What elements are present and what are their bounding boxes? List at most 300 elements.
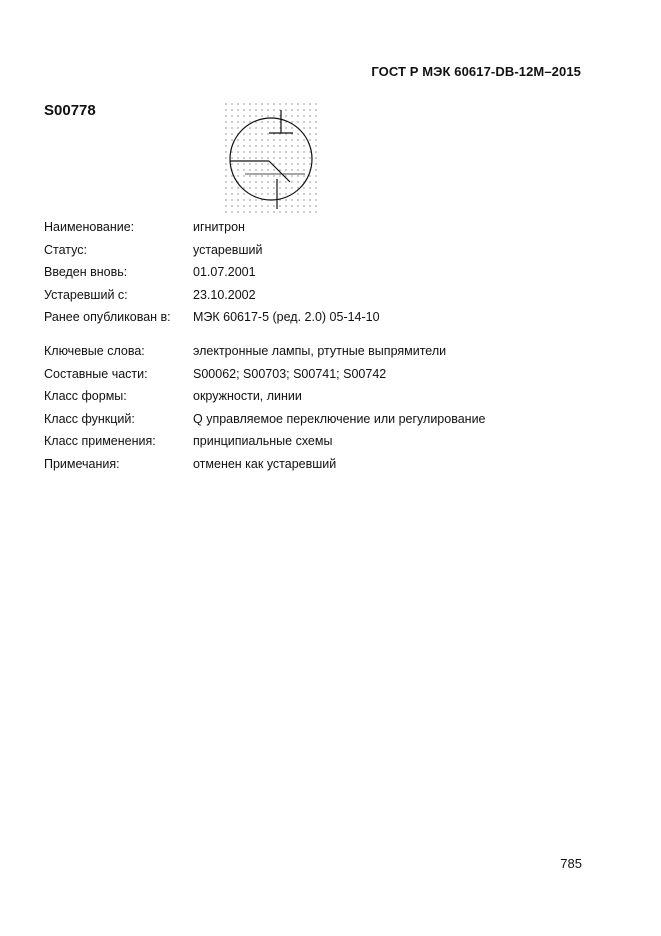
grid-dot xyxy=(297,145,298,146)
grid-dot xyxy=(237,127,238,128)
attribute-row xyxy=(44,264,604,287)
grid-dot xyxy=(255,133,256,134)
grid-dot xyxy=(309,109,310,110)
attribute-label: Введен вновь: xyxy=(44,265,128,280)
attribute-value: устаревший xyxy=(193,242,263,257)
grid-dot xyxy=(225,109,226,110)
grid-dot xyxy=(291,205,292,206)
grid-dot xyxy=(261,169,262,170)
attribute-label: Составные части: xyxy=(44,366,148,381)
grid-dot xyxy=(255,193,256,194)
grid-dot xyxy=(237,115,238,116)
grid-dot xyxy=(309,127,310,128)
attribute-row xyxy=(44,433,604,456)
attribute-label: Статус: xyxy=(44,242,87,257)
grid-dot xyxy=(303,103,304,104)
envelope-circle xyxy=(230,118,312,200)
attribute-value: Q управляемое переключение или регулирование xyxy=(193,411,486,426)
grid-dot xyxy=(255,163,256,164)
grid-dot xyxy=(261,187,262,188)
grid-dot xyxy=(237,175,238,176)
grid-dot xyxy=(231,163,232,164)
grid-dot xyxy=(315,193,316,194)
attribute-row xyxy=(44,456,604,479)
grid-dot xyxy=(267,175,268,176)
grid-dot xyxy=(297,193,298,194)
grid-dot xyxy=(309,205,310,206)
grid-dot xyxy=(225,199,226,200)
grid-dot xyxy=(273,205,274,206)
attribute-value: окружности, линии xyxy=(193,389,302,404)
grid-dot xyxy=(261,103,262,104)
grid-dot xyxy=(243,121,244,122)
page-number: 785 xyxy=(560,856,582,871)
grid-dot xyxy=(249,139,250,140)
grid-dot xyxy=(231,121,232,122)
attribute-label: Примечания: xyxy=(44,456,120,471)
grid-dot xyxy=(297,109,298,110)
attribute-label: Устаревший с: xyxy=(44,287,128,302)
attribute-row xyxy=(44,287,604,310)
grid-dot xyxy=(309,163,310,164)
grid-dot xyxy=(297,139,298,140)
grid-dot xyxy=(237,163,238,164)
grid-dot xyxy=(303,175,304,176)
grid-dot xyxy=(273,115,274,116)
attribute-row xyxy=(44,411,604,434)
grid-dot xyxy=(261,205,262,206)
grid-dot xyxy=(237,145,238,146)
grid-dot xyxy=(243,151,244,152)
grid-dot xyxy=(309,175,310,176)
grid-dot xyxy=(291,181,292,182)
grid-dot xyxy=(255,205,256,206)
grid-dot xyxy=(225,187,226,188)
attribute-label: Наименование: xyxy=(44,220,135,234)
grid-dot xyxy=(297,211,298,212)
grid-dot xyxy=(267,103,268,104)
grid-dot xyxy=(267,133,268,134)
grid-dot xyxy=(303,211,304,212)
grid-dot xyxy=(273,151,274,152)
grid-dot xyxy=(231,133,232,134)
grid-dot xyxy=(243,193,244,194)
grid-dot xyxy=(225,133,226,134)
grid-dot xyxy=(309,115,310,116)
grid-dot xyxy=(279,139,280,140)
grid-dot xyxy=(279,169,280,170)
grid-dot xyxy=(243,199,244,200)
attribute-label: Ранее опубликован в: xyxy=(44,310,171,325)
grid-dot xyxy=(249,115,250,116)
grid-dot xyxy=(273,163,274,164)
grid-dot xyxy=(315,169,316,170)
grid-dot xyxy=(231,109,232,110)
grid-dot xyxy=(315,151,316,152)
attribute-row xyxy=(44,242,604,265)
grid-dot xyxy=(273,139,274,140)
grid-dot xyxy=(225,139,226,140)
grid-dot xyxy=(279,187,280,188)
grid-dot xyxy=(309,187,310,188)
grid-dot xyxy=(291,151,292,152)
grid-dot xyxy=(297,157,298,158)
grid-dot xyxy=(303,157,304,158)
grid-dot xyxy=(231,175,232,176)
grid-dot xyxy=(267,211,268,212)
grid-dot xyxy=(297,181,298,182)
grid-dot xyxy=(285,199,286,200)
grid-dot xyxy=(315,181,316,182)
grid-dot xyxy=(255,151,256,152)
grid-dot xyxy=(309,133,310,134)
grid-dot xyxy=(309,193,310,194)
grid-dot xyxy=(285,127,286,128)
grid-dot xyxy=(267,193,268,194)
grid-dot xyxy=(243,109,244,110)
grid-dot xyxy=(279,193,280,194)
grid-dot xyxy=(303,139,304,140)
grid-dot xyxy=(291,145,292,146)
grid-dot xyxy=(273,169,274,170)
grid-dot xyxy=(303,163,304,164)
grid-dot xyxy=(231,193,232,194)
grid-dot xyxy=(225,193,226,194)
attribute-value: МЭК 60617-5 (ред. 2.0) 05-14-10 xyxy=(193,310,380,325)
grid-dot xyxy=(243,163,244,164)
grid-dot xyxy=(291,103,292,104)
grid-dot xyxy=(261,145,262,146)
grid-dot xyxy=(249,181,250,182)
grid-dot xyxy=(237,199,238,200)
grid-dot xyxy=(273,175,274,176)
grid-dot xyxy=(297,151,298,152)
grid-dot xyxy=(297,133,298,134)
grid-dot xyxy=(297,163,298,164)
grid-dot xyxy=(285,181,286,182)
attribute-label: Класс функций: xyxy=(44,411,135,426)
grid-dot xyxy=(255,157,256,158)
grid-dot xyxy=(291,175,292,176)
grid-dot xyxy=(249,187,250,188)
grid-dot xyxy=(243,115,244,116)
grid-dot xyxy=(249,133,250,134)
grid-dot xyxy=(243,103,244,104)
grid-dot xyxy=(315,109,316,110)
grid-dot xyxy=(249,121,250,122)
attribute-value: 23.10.2002 xyxy=(193,287,256,302)
grid-dot xyxy=(279,163,280,164)
grid-dot xyxy=(297,115,298,116)
grid-dot xyxy=(267,127,268,128)
grid-dot xyxy=(261,151,262,152)
grid-dot xyxy=(243,133,244,134)
grid-dot xyxy=(291,121,292,122)
grid-dot xyxy=(255,175,256,176)
grid-dot xyxy=(285,151,286,152)
grid-dot xyxy=(279,181,280,182)
grid-dot xyxy=(243,157,244,158)
grid-dot xyxy=(297,103,298,104)
ignitron-symbol-icon xyxy=(224,102,322,214)
grid-dot xyxy=(315,145,316,146)
grid-dot xyxy=(267,169,268,170)
grid-dot xyxy=(225,163,226,164)
grid-dot xyxy=(273,157,274,158)
grid-dot xyxy=(309,211,310,212)
grid-dot xyxy=(303,127,304,128)
grid-dot xyxy=(225,169,226,170)
grid-dot xyxy=(249,175,250,176)
grid-dot xyxy=(243,139,244,140)
attribute-row xyxy=(44,343,604,366)
grid-dot xyxy=(315,139,316,140)
grid-dot xyxy=(309,103,310,104)
grid-dot xyxy=(237,109,238,110)
grid-dot xyxy=(261,211,262,212)
grid-dot xyxy=(315,133,316,134)
grid-dot xyxy=(249,145,250,146)
attribute-value: 01.07.2001 xyxy=(193,265,256,280)
grid-dot xyxy=(309,157,310,158)
grid-dot xyxy=(231,157,232,158)
grid-dot xyxy=(237,103,238,104)
grid-dot xyxy=(309,151,310,152)
grid-dot xyxy=(279,205,280,206)
grid-dot xyxy=(291,127,292,128)
grid-dot xyxy=(297,169,298,170)
grid-dot xyxy=(255,145,256,146)
grid-dot xyxy=(261,139,262,140)
grid-dot xyxy=(315,175,316,176)
grid-dot xyxy=(225,157,226,158)
grid-dot xyxy=(225,121,226,122)
grid-dot xyxy=(303,121,304,122)
grid-dot xyxy=(267,121,268,122)
grid-dot xyxy=(285,139,286,140)
grid-dot xyxy=(225,205,226,206)
grid-dot xyxy=(303,169,304,170)
grid-dot xyxy=(303,145,304,146)
grid-dot xyxy=(303,199,304,200)
grid-dot xyxy=(291,139,292,140)
grid-dot xyxy=(249,163,250,164)
grid-dot xyxy=(255,169,256,170)
grid-dot xyxy=(291,187,292,188)
grid-dot xyxy=(267,163,268,164)
grid-dot xyxy=(249,157,250,158)
grid-dot xyxy=(249,151,250,152)
grid-dot xyxy=(231,139,232,140)
grid-dot xyxy=(237,211,238,212)
grid-dot xyxy=(315,205,316,206)
grid-dot xyxy=(267,151,268,152)
grid-dot xyxy=(273,121,274,122)
grid-dot xyxy=(303,205,304,206)
grid-dot xyxy=(267,187,268,188)
grid-dot xyxy=(285,187,286,188)
grid-dot xyxy=(303,109,304,110)
grid-dot xyxy=(267,109,268,110)
grid-dot xyxy=(249,169,250,170)
attribute-value: S00062; S00703; S00741; S00742 xyxy=(193,366,387,381)
grid-dot xyxy=(315,121,316,122)
grid-dot xyxy=(285,211,286,212)
grid-dot xyxy=(249,205,250,206)
grid-dot xyxy=(285,163,286,164)
grid-dot xyxy=(285,169,286,170)
grid-dot xyxy=(225,115,226,116)
grid-dot xyxy=(243,211,244,212)
grid-dot xyxy=(243,205,244,206)
grid-dot xyxy=(231,151,232,152)
grid-dot xyxy=(255,109,256,110)
grid-dot xyxy=(225,175,226,176)
grid-dot xyxy=(297,205,298,206)
grid-dot xyxy=(261,127,262,128)
grid-dot xyxy=(231,211,232,212)
grid-dot xyxy=(267,205,268,206)
grid-dot xyxy=(249,199,250,200)
symbol-code: S00778 xyxy=(44,102,96,119)
attribute-value: принципиальные схемы xyxy=(193,434,333,449)
grid-dot xyxy=(261,121,262,122)
grid-dot xyxy=(285,115,286,116)
grid-dot xyxy=(225,211,226,212)
grid-dot xyxy=(243,181,244,182)
grid-dot xyxy=(237,151,238,152)
grid-dot xyxy=(309,181,310,182)
attribute-value: электронные лампы, ртутные выпрямители xyxy=(193,343,447,358)
grid-dot xyxy=(267,181,268,182)
grid-dot xyxy=(285,157,286,158)
standard-header: ГОСТ Р МЭК 60617-DB-12M–2015 xyxy=(371,64,581,79)
grid-dot xyxy=(273,193,274,194)
grid-dot xyxy=(273,145,274,146)
grid-dot xyxy=(273,181,274,182)
grid-dot xyxy=(291,211,292,212)
grid-dot xyxy=(297,121,298,122)
grid-dot xyxy=(261,175,262,176)
grid-dot xyxy=(225,151,226,152)
grid-dot xyxy=(249,211,250,212)
grid-dot xyxy=(297,187,298,188)
grid-dot xyxy=(231,205,232,206)
grid-dot xyxy=(225,127,226,128)
grid-dot xyxy=(315,127,316,128)
grid-dot xyxy=(255,115,256,116)
grid-dot xyxy=(243,175,244,176)
grid-dot xyxy=(309,139,310,140)
grid-dot xyxy=(249,109,250,110)
grid-dot xyxy=(261,133,262,134)
grid-dots xyxy=(225,103,316,212)
grid-dot xyxy=(249,127,250,128)
grid-dot xyxy=(237,187,238,188)
attribute-value: игнитрон xyxy=(193,220,245,234)
grid-dot xyxy=(237,193,238,194)
grid-dot xyxy=(297,175,298,176)
grid-dot xyxy=(237,157,238,158)
grid-dot xyxy=(261,193,262,194)
grid-dot xyxy=(279,145,280,146)
grid-dot xyxy=(225,145,226,146)
attribute-row xyxy=(44,388,604,411)
grid-dot xyxy=(255,139,256,140)
grid-dot xyxy=(261,163,262,164)
grid-dot xyxy=(279,157,280,158)
grid-dot xyxy=(315,115,316,116)
grid-dot xyxy=(279,175,280,176)
grid-dot xyxy=(315,103,316,104)
grid-dot xyxy=(291,199,292,200)
grid-dot xyxy=(303,187,304,188)
grid-dot xyxy=(267,157,268,158)
grid-dot xyxy=(249,103,250,104)
symbol-drawing xyxy=(224,102,322,214)
grid-dot xyxy=(285,109,286,110)
grid-dot xyxy=(315,187,316,188)
grid-dot xyxy=(237,121,238,122)
grid-dot xyxy=(285,175,286,176)
grid-dot xyxy=(309,199,310,200)
grid-dot xyxy=(255,103,256,104)
grid-dot xyxy=(273,187,274,188)
grid-dot xyxy=(243,145,244,146)
grid-dot xyxy=(273,103,274,104)
grid-dot xyxy=(279,211,280,212)
grid-dot xyxy=(231,181,232,182)
grid-dot xyxy=(273,109,274,110)
grid-dot xyxy=(237,139,238,140)
grid-dot xyxy=(291,169,292,170)
attribute-row xyxy=(44,366,604,389)
grid-dot xyxy=(237,205,238,206)
grid-dot xyxy=(303,193,304,194)
attribute-row xyxy=(44,219,604,242)
grid-dot xyxy=(315,163,316,164)
grid-dot xyxy=(309,121,310,122)
grid-dot xyxy=(243,169,244,170)
grid-dot xyxy=(303,151,304,152)
grid-dot xyxy=(261,157,262,158)
grid-dot xyxy=(285,145,286,146)
grid-dot xyxy=(231,115,232,116)
grid-dot xyxy=(267,139,268,140)
grid-dot xyxy=(225,181,226,182)
grid-dot xyxy=(225,103,226,104)
grid-dot xyxy=(273,211,274,212)
grid-dot xyxy=(255,199,256,200)
grid-dot xyxy=(255,181,256,182)
grid-dot xyxy=(267,115,268,116)
grid-dot xyxy=(255,127,256,128)
grid-dot xyxy=(291,115,292,116)
grid-dot xyxy=(303,115,304,116)
grid-dot xyxy=(231,187,232,188)
grid-dot xyxy=(291,109,292,110)
attribute-value: отменен как устаревший xyxy=(193,456,337,471)
grid-dot xyxy=(285,193,286,194)
attribute-row xyxy=(44,309,604,332)
grid-dot xyxy=(315,199,316,200)
grid-dot xyxy=(261,181,262,182)
grid-dot xyxy=(315,211,316,212)
attribute-label: Ключевые слова: xyxy=(44,343,145,358)
grid-dot xyxy=(261,115,262,116)
grid-dot xyxy=(243,187,244,188)
grid-dot xyxy=(237,169,238,170)
